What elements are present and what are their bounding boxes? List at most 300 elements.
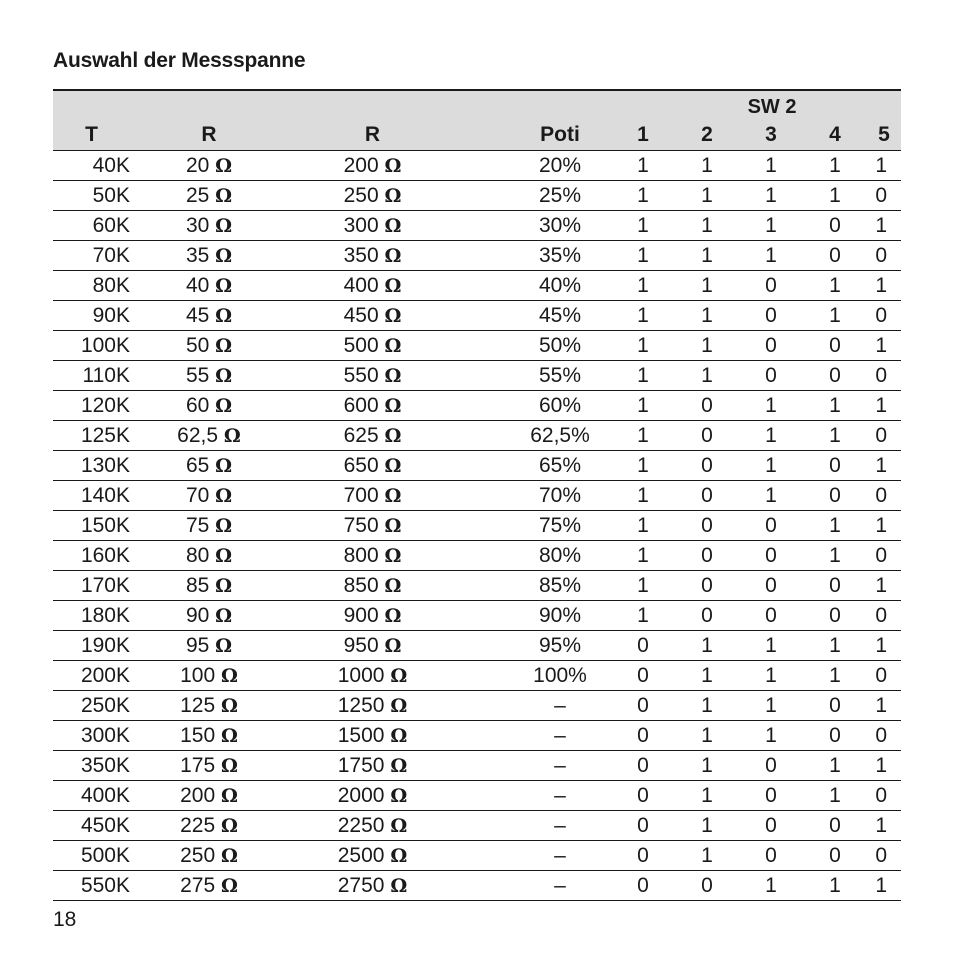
cell-temperature xyxy=(53,421,138,451)
cell-temperature-value: 130K xyxy=(80,453,130,477)
cell-sw2-switch-3-value: 1 xyxy=(765,873,777,897)
cell-sw2-switch-2-value: 1 xyxy=(701,333,713,357)
cell-sw2-switch-3 xyxy=(739,721,803,751)
cell-sw2-switch-3-value: 0 xyxy=(765,513,777,537)
cell-resistance-2-value: 2750 xyxy=(337,873,385,897)
ohm-symbol: Ω xyxy=(215,154,233,177)
cell-temperature-value: 170K xyxy=(80,573,130,597)
cell-resistance-2-value: 850 xyxy=(343,573,379,597)
cell-sw2-switch-5-value: 1 xyxy=(875,213,888,237)
cell-sw2-switch-2 xyxy=(675,211,739,241)
cell-poti-value: 70% xyxy=(538,483,582,507)
cell-sw2-switch-5-value: 1 xyxy=(875,693,888,717)
cell-sw2-switch-1 xyxy=(611,391,675,421)
cell-resistance-2-value: 250 xyxy=(343,183,379,207)
cell-sw2-switch-1-value: 1 xyxy=(637,303,649,327)
cell-poti xyxy=(469,601,611,631)
cell-sw2-switch-3 xyxy=(739,781,803,811)
cell-resistance-1-value: 55 xyxy=(185,363,210,387)
cell-poti xyxy=(469,811,611,841)
ohm-symbol: Ω xyxy=(390,754,408,777)
cell-sw2-switch-3 xyxy=(739,631,803,661)
ohm-symbol: Ω xyxy=(390,874,408,897)
cell-sw2-switch-4-value: 0 xyxy=(829,453,841,477)
cell-sw2-switch-5 xyxy=(867,151,901,181)
cell-resistance-1 xyxy=(138,391,274,421)
cell-temperature-value: 60K xyxy=(92,213,130,237)
cell-sw2-switch-3 xyxy=(739,571,803,601)
cell-resistance-1-value: 45 xyxy=(185,303,210,327)
cell-sw2-switch-2-value: 0 xyxy=(701,603,713,627)
cell-sw2-switch-5 xyxy=(867,241,901,271)
table-row xyxy=(53,811,901,841)
cell-sw2-switch-5 xyxy=(867,331,901,361)
cell-sw2-switch-4-value: 1 xyxy=(829,633,841,657)
cell-sw2-switch-5 xyxy=(867,871,901,901)
ohm-symbol: Ω xyxy=(220,694,238,717)
cell-sw2-switch-1 xyxy=(611,331,675,361)
cell-sw2-switch-2-value: 0 xyxy=(701,393,713,417)
cell-sw2-switch-5 xyxy=(867,421,901,451)
cell-sw2-switch-1-value: 0 xyxy=(637,693,649,717)
cell-sw2-switch-4 xyxy=(803,781,867,811)
table-row xyxy=(53,421,901,451)
cell-sw2-switch-3-value: 1 xyxy=(765,243,777,267)
cell-temperature xyxy=(53,601,138,631)
ohm-symbol: Ω xyxy=(384,604,402,627)
cell-sw2-switch-2 xyxy=(675,811,739,841)
cell-sw2-switch-2 xyxy=(675,661,739,691)
cell-sw2-switch-4-value: 1 xyxy=(829,663,841,687)
cell-temperature-value: 250K xyxy=(80,693,130,717)
cell-sw2-switch-1 xyxy=(611,241,675,271)
ohm-symbol: Ω xyxy=(220,874,238,897)
cell-sw2-switch-4 xyxy=(803,331,867,361)
cell-sw2-switch-2-value: 1 xyxy=(701,813,713,837)
cell-sw2-switch-1-value: 0 xyxy=(637,663,649,687)
cell-sw2-switch-3 xyxy=(739,241,803,271)
cell-resistance-1 xyxy=(138,691,274,721)
cell-sw2-switch-1-value: 1 xyxy=(637,603,649,627)
cell-sw2-switch-1-value: 0 xyxy=(637,633,649,657)
cell-resistance-1-value: 100 xyxy=(180,663,216,687)
cell-sw2-switch-3-value: 1 xyxy=(765,483,777,507)
cell-sw2-switch-1 xyxy=(611,871,675,901)
cell-sw2-switch-2-value: 1 xyxy=(701,693,713,717)
cell-resistance-2-value: 2250 xyxy=(337,813,385,837)
cell-sw2-switch-2-value: 0 xyxy=(701,513,713,537)
cell-resistance-1-value: 65 xyxy=(185,453,210,477)
cell-temperature xyxy=(53,781,138,811)
cell-sw2-switch-5-value: 0 xyxy=(875,243,888,267)
table-row xyxy=(53,541,901,571)
cell-sw2-switch-1-value: 1 xyxy=(637,333,649,357)
cell-sw2-switch-2-value: 0 xyxy=(701,873,713,897)
cell-temperature-value: 50K xyxy=(92,183,130,207)
ohm-symbol: Ω xyxy=(220,814,238,837)
cell-sw2-switch-5-value: 1 xyxy=(875,453,888,477)
cell-sw2-switch-2-value: 1 xyxy=(701,633,713,657)
cell-resistance-2 xyxy=(274,421,469,451)
cell-sw2-switch-4 xyxy=(803,601,867,631)
ohm-symbol: Ω xyxy=(384,394,402,417)
cell-resistance-1 xyxy=(138,841,274,871)
cell-temperature-value: 80K xyxy=(92,273,130,297)
cell-resistance-2 xyxy=(274,211,469,241)
cell-sw2-switch-4-value: 1 xyxy=(829,393,841,417)
cell-sw2-switch-1-value: 1 xyxy=(637,573,649,597)
cell-sw2-switch-1-value: 1 xyxy=(637,483,649,507)
cell-sw2-switch-1-value: 0 xyxy=(637,843,649,867)
cell-poti-value: – xyxy=(554,843,566,867)
cell-sw2-switch-2 xyxy=(675,331,739,361)
cell-sw2-switch-5-value: 0 xyxy=(875,303,888,327)
cell-resistance-1-value: 85 xyxy=(185,573,210,597)
cell-sw2-switch-1-value: 1 xyxy=(637,213,649,237)
cell-sw2-switch-3 xyxy=(739,301,803,331)
cell-resistance-2 xyxy=(274,721,469,751)
cell-temperature xyxy=(53,751,138,781)
cell-poti xyxy=(469,151,611,181)
ohm-symbol: Ω xyxy=(220,754,238,777)
cell-resistance-2 xyxy=(274,511,469,541)
cell-temperature xyxy=(53,361,138,391)
cell-resistance-1-value: 20 xyxy=(185,153,210,177)
table-row xyxy=(53,571,901,601)
cell-resistance-1 xyxy=(138,271,274,301)
cell-resistance-2 xyxy=(274,601,469,631)
col-header-poti: Poti xyxy=(469,119,611,151)
cell-poti xyxy=(469,241,611,271)
cell-sw2-switch-2 xyxy=(675,151,739,181)
cell-resistance-1-value: 125 xyxy=(180,693,216,717)
cell-resistance-2-value: 700 xyxy=(343,483,379,507)
cell-poti xyxy=(469,361,611,391)
ohm-symbol: Ω xyxy=(215,244,233,267)
cell-resistance-1 xyxy=(138,151,274,181)
cell-sw2-switch-1 xyxy=(611,571,675,601)
cell-temperature xyxy=(53,241,138,271)
cell-resistance-1 xyxy=(138,541,274,571)
header-group-spacer xyxy=(53,90,611,119)
cell-resistance-2 xyxy=(274,271,469,301)
cell-sw2-switch-1-value: 0 xyxy=(637,783,649,807)
col-header-sw2: 2 xyxy=(675,119,739,151)
cell-poti-value: 62,5% xyxy=(530,423,590,447)
cell-sw2-switch-4 xyxy=(803,271,867,301)
cell-sw2-switch-5-value: 0 xyxy=(875,543,888,567)
cell-poti xyxy=(469,271,611,301)
ohm-symbol: Ω xyxy=(215,334,233,357)
cell-sw2-switch-4 xyxy=(803,661,867,691)
cell-sw2-switch-2 xyxy=(675,511,739,541)
cell-temperature xyxy=(53,511,138,541)
cell-sw2-switch-2-value: 1 xyxy=(701,843,713,867)
cell-resistance-1 xyxy=(138,361,274,391)
cell-poti-value: 85% xyxy=(538,573,582,597)
cell-sw2-switch-4 xyxy=(803,211,867,241)
cell-sw2-switch-3-value: 0 xyxy=(765,303,777,327)
table-row xyxy=(53,391,901,421)
cell-resistance-1-value: 175 xyxy=(180,753,216,777)
table-row xyxy=(53,661,901,691)
cell-sw2-switch-3-value: 1 xyxy=(765,183,777,207)
cell-sw2-switch-5-value: 0 xyxy=(875,723,888,747)
ohm-symbol: Ω xyxy=(384,634,402,657)
table-row xyxy=(53,721,901,751)
cell-sw2-switch-4-value: 1 xyxy=(829,873,841,897)
ohm-symbol: Ω xyxy=(220,784,238,807)
cell-resistance-2 xyxy=(274,331,469,361)
table-row xyxy=(53,451,901,481)
measurement-range-table-container xyxy=(53,89,901,901)
cell-sw2-switch-4 xyxy=(803,481,867,511)
cell-temperature xyxy=(53,331,138,361)
cell-sw2-switch-1-value: 1 xyxy=(637,183,649,207)
cell-sw2-switch-5-value: 1 xyxy=(875,573,888,597)
cell-resistance-2-value: 600 xyxy=(343,393,379,417)
cell-poti xyxy=(469,481,611,511)
cell-sw2-switch-5 xyxy=(867,601,901,631)
cell-temperature-value: 110K xyxy=(82,363,130,387)
page-number: 18 xyxy=(53,908,77,931)
ohm-symbol: Ω xyxy=(220,664,238,687)
cell-poti-value: 30% xyxy=(538,213,582,237)
cell-sw2-switch-5-value: 0 xyxy=(875,483,888,507)
cell-temperature-value: 180K xyxy=(80,603,130,627)
cell-sw2-switch-3-value: 1 xyxy=(765,723,777,747)
cell-poti xyxy=(469,211,611,241)
cell-sw2-switch-3 xyxy=(739,271,803,301)
table-row xyxy=(53,241,901,271)
cell-temperature xyxy=(53,391,138,421)
cell-sw2-switch-1 xyxy=(611,151,675,181)
cell-sw2-switch-1 xyxy=(611,751,675,781)
cell-sw2-switch-3-value: 0 xyxy=(765,843,777,867)
cell-sw2-switch-3 xyxy=(739,541,803,571)
cell-poti-value: – xyxy=(554,873,566,897)
cell-temperature xyxy=(53,541,138,571)
cell-resistance-2-value: 450 xyxy=(343,303,379,327)
cell-sw2-switch-5-value: 0 xyxy=(875,183,888,207)
cell-temperature-value: 90K xyxy=(92,303,130,327)
cell-sw2-switch-4 xyxy=(803,751,867,781)
ohm-symbol: Ω xyxy=(384,304,402,327)
col-header-sw5: 5 xyxy=(867,119,901,151)
table-row xyxy=(53,181,901,211)
cell-sw2-switch-5-value: 0 xyxy=(875,843,888,867)
cell-sw2-switch-1 xyxy=(611,781,675,811)
cell-sw2-switch-5 xyxy=(867,361,901,391)
cell-sw2-switch-1 xyxy=(611,721,675,751)
cell-resistance-1-value: 225 xyxy=(180,813,216,837)
table-row xyxy=(53,691,901,721)
cell-sw2-switch-4-value: 1 xyxy=(829,183,841,207)
cell-resistance-2 xyxy=(274,541,469,571)
cell-temperature-value: 400K xyxy=(80,783,130,807)
cell-poti-value: 80% xyxy=(538,543,582,567)
ohm-symbol: Ω xyxy=(384,274,402,297)
cell-poti-value: 35% xyxy=(538,243,582,267)
ohm-symbol: Ω xyxy=(215,274,233,297)
cell-resistance-2-value: 800 xyxy=(343,543,379,567)
cell-sw2-switch-2 xyxy=(675,841,739,871)
cell-resistance-2 xyxy=(274,391,469,421)
cell-resistance-2 xyxy=(274,661,469,691)
cell-sw2-switch-2 xyxy=(675,871,739,901)
cell-sw2-switch-4 xyxy=(803,391,867,421)
cell-temperature-value: 160K xyxy=(80,543,130,567)
cell-sw2-switch-2 xyxy=(675,571,739,601)
cell-sw2-switch-3 xyxy=(739,811,803,841)
cell-sw2-switch-3 xyxy=(739,361,803,391)
cell-resistance-1-value: 200 xyxy=(180,783,216,807)
cell-sw2-switch-5-value: 0 xyxy=(875,423,888,447)
cell-poti xyxy=(469,781,611,811)
cell-resistance-2 xyxy=(274,241,469,271)
cell-sw2-switch-4 xyxy=(803,871,867,901)
cell-sw2-switch-3 xyxy=(739,421,803,451)
cell-poti-value: – xyxy=(554,783,566,807)
cell-sw2-switch-5 xyxy=(867,631,901,661)
cell-sw2-switch-3-value: 1 xyxy=(765,453,777,477)
cell-sw2-switch-3 xyxy=(739,331,803,361)
cell-sw2-switch-5 xyxy=(867,181,901,211)
ohm-symbol: Ω xyxy=(215,214,233,237)
cell-sw2-switch-2 xyxy=(675,361,739,391)
cell-sw2-switch-2-value: 1 xyxy=(701,273,713,297)
page-title: Auswahl der Messspanne xyxy=(53,49,306,72)
cell-sw2-switch-5 xyxy=(867,841,901,871)
cell-resistance-1 xyxy=(138,301,274,331)
cell-sw2-switch-5 xyxy=(867,271,901,301)
cell-sw2-switch-3 xyxy=(739,601,803,631)
cell-resistance-1 xyxy=(138,211,274,241)
cell-sw2-switch-1-value: 0 xyxy=(637,753,649,777)
cell-sw2-switch-3-value: 0 xyxy=(765,573,777,597)
cell-poti xyxy=(469,721,611,751)
cell-resistance-1-value: 62,5 xyxy=(177,423,219,447)
cell-resistance-2-value: 900 xyxy=(343,603,379,627)
ohm-symbol: Ω xyxy=(384,574,402,597)
cell-sw2-switch-1 xyxy=(611,541,675,571)
cell-resistance-2 xyxy=(274,481,469,511)
cell-sw2-switch-4-value: 1 xyxy=(829,303,841,327)
cell-sw2-switch-4 xyxy=(803,721,867,751)
cell-temperature-value: 190K xyxy=(80,633,130,657)
cell-poti xyxy=(469,871,611,901)
cell-sw2-switch-4 xyxy=(803,181,867,211)
cell-sw2-switch-4-value: 1 xyxy=(829,423,841,447)
cell-temperature-value: 120K xyxy=(80,393,130,417)
cell-sw2-switch-5 xyxy=(867,751,901,781)
cell-poti xyxy=(469,751,611,781)
cell-sw2-switch-2 xyxy=(675,421,739,451)
cell-sw2-switch-2-value: 1 xyxy=(701,783,713,807)
ohm-symbol: Ω xyxy=(384,454,402,477)
cell-sw2-switch-3-value: 0 xyxy=(765,813,777,837)
cell-poti-value: – xyxy=(554,753,566,777)
cell-resistance-1-value: 250 xyxy=(180,843,216,867)
cell-sw2-switch-1 xyxy=(611,181,675,211)
table-row xyxy=(53,361,901,391)
cell-sw2-switch-3 xyxy=(739,391,803,421)
cell-sw2-switch-3-value: 0 xyxy=(765,783,777,807)
measurement-range-table xyxy=(53,89,901,901)
ohm-symbol: Ω xyxy=(220,724,238,747)
cell-sw2-switch-1 xyxy=(611,361,675,391)
ohm-symbol: Ω xyxy=(384,364,402,387)
table-header xyxy=(53,90,901,151)
ohm-symbol: Ω xyxy=(215,364,233,387)
cell-resistance-2-value: 950 xyxy=(343,633,379,657)
cell-resistance-1 xyxy=(138,481,274,511)
table-row xyxy=(53,271,901,301)
cell-sw2-switch-2-value: 0 xyxy=(701,543,713,567)
cell-sw2-switch-3 xyxy=(739,151,803,181)
cell-sw2-switch-2 xyxy=(675,481,739,511)
cell-poti-value: 20% xyxy=(538,153,582,177)
cell-resistance-2-value: 200 xyxy=(343,153,379,177)
cell-temperature xyxy=(53,811,138,841)
cell-resistance-2-value: 400 xyxy=(343,273,379,297)
cell-sw2-switch-1-value: 1 xyxy=(637,273,649,297)
cell-resistance-1-value: 30 xyxy=(185,213,210,237)
cell-resistance-2 xyxy=(274,181,469,211)
cell-resistance-2 xyxy=(274,151,469,181)
cell-sw2-switch-4-value: 1 xyxy=(829,153,841,177)
cell-poti-value: 55% xyxy=(538,363,582,387)
cell-temperature xyxy=(53,181,138,211)
cell-resistance-1 xyxy=(138,781,274,811)
cell-sw2-switch-1-value: 0 xyxy=(637,813,649,837)
cell-temperature-value: 70K xyxy=(92,243,130,267)
cell-poti xyxy=(469,631,611,661)
cell-resistance-1-value: 60 xyxy=(185,393,210,417)
cell-sw2-switch-2-value: 1 xyxy=(701,153,713,177)
cell-sw2-switch-1 xyxy=(611,631,675,661)
cell-poti-value: 50% xyxy=(538,333,582,357)
cell-sw2-switch-4-value: 0 xyxy=(829,363,841,387)
cell-resistance-1 xyxy=(138,751,274,781)
cell-sw2-switch-2-value: 1 xyxy=(701,723,713,747)
cell-sw2-switch-3-value: 0 xyxy=(765,363,777,387)
cell-temperature-value: 100K xyxy=(80,333,130,357)
ohm-symbol: Ω xyxy=(215,184,233,207)
cell-poti-value: 60% xyxy=(538,393,582,417)
col-header-sw4: 4 xyxy=(803,119,867,151)
cell-sw2-switch-4 xyxy=(803,361,867,391)
cell-sw2-switch-5 xyxy=(867,301,901,331)
cell-sw2-switch-1-value: 1 xyxy=(637,423,649,447)
cell-sw2-switch-5-value: 1 xyxy=(875,633,888,657)
ohm-symbol: Ω xyxy=(390,664,408,687)
cell-sw2-switch-2 xyxy=(675,271,739,301)
ohm-symbol: Ω xyxy=(390,724,408,747)
cell-sw2-switch-2 xyxy=(675,721,739,751)
cell-sw2-switch-4 xyxy=(803,151,867,181)
cell-sw2-switch-3 xyxy=(739,451,803,481)
cell-sw2-switch-4-value: 0 xyxy=(829,603,841,627)
cell-sw2-switch-2 xyxy=(675,601,739,631)
cell-poti xyxy=(469,571,611,601)
cell-temperature xyxy=(53,871,138,901)
ohm-symbol: Ω xyxy=(390,844,408,867)
cell-sw2-switch-4-value: 0 xyxy=(829,813,841,837)
cell-sw2-switch-3-value: 1 xyxy=(765,393,777,417)
cell-sw2-switch-5 xyxy=(867,481,901,511)
cell-sw2-switch-4-value: 0 xyxy=(829,483,841,507)
